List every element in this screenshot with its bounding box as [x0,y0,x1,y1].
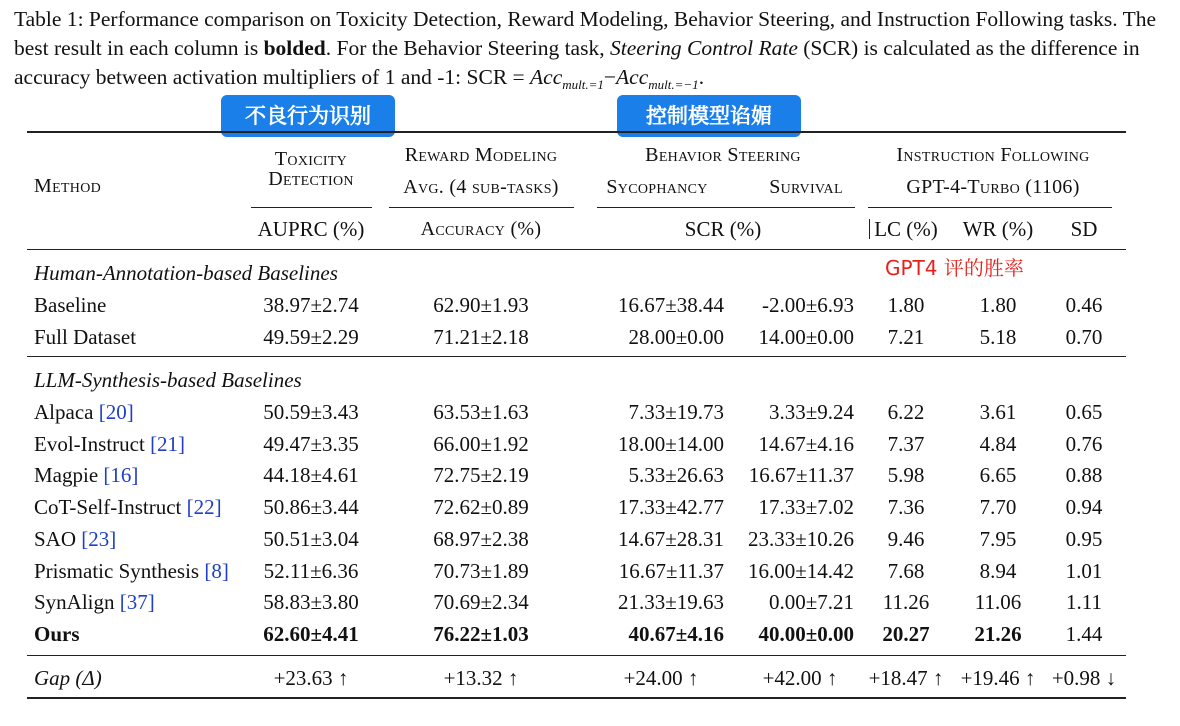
cell-wr: 5.18 [979,325,1017,349]
caption-bold-word: bolded [263,36,326,60]
cell-wr: 8.94 [979,559,1017,583]
header-rm-1: Reward Modeling [404,144,558,166]
cell-sd: 1.44 [1065,622,1103,646]
method-name-text: Alpaca [34,400,94,424]
header-wr: WR (%) [962,217,1034,241]
row-method-name [34,527,116,551]
cell-syc: 16.67±11.37 [618,559,724,583]
cell-tox: 50.86±3.44 [263,495,359,519]
row-method-name [34,590,155,614]
cell-surv: 16.00±14.42 [747,559,854,583]
cell-sd: 0.46 [1065,293,1103,317]
cell-rm: 71.21±2.18 [433,325,529,349]
gap-sd: +0.98 ↓ [1051,666,1117,690]
caption-text-1: Performance comparison on Toxicity Detection, Reward Modeling, Behavior Steering, and Instruction Following tasks. The best result in each column is [14,7,1157,60]
cell-wr: 7.95 [979,527,1017,551]
method-name-text: CoT-Self-Instruct [34,495,182,519]
cell-wr: 3.61 [979,400,1017,424]
row-method-name [34,495,222,519]
cell-sd: 1.01 [1065,559,1103,583]
citation-link[interactable]: [21] [150,432,186,456]
rm-cmid-rule [389,207,574,208]
group-label-human: Human-Annotation-based Baselines [34,261,338,285]
cell-sd: 0.70 [1065,325,1103,349]
header-auprc: AUPRC (%) [257,217,365,241]
cell-sd: 0.88 [1065,463,1103,487]
header-if-1: Instruction Following [896,144,1090,166]
cell-sd: 1.11 [1066,590,1102,614]
sycophancy-badge: 控制模型谄媚 [617,95,801,137]
cell-lc: 20.27 [882,622,930,646]
header-tox-2: Detection [268,168,354,190]
cell-tox: 44.18±4.61 [263,463,359,487]
cell-wr: 7.70 [979,495,1017,519]
caption-sub-2: mult.=−1 [648,77,699,92]
citation-link[interactable]: [23] [81,527,117,551]
cell-lc: 7.36 [887,495,925,519]
caption-scr-italic: Steering Control Rate [609,36,798,60]
if-cmid-rule [868,207,1112,208]
row-method-name [34,293,106,317]
cell-rm: 62.90±1.93 [433,293,529,317]
cell-lc: 5.98 [887,463,925,487]
caption-text-3: (SCR) is calculated as the difference in accuracy between activation multipliers of 1 and -1: SCR = [14,36,1140,89]
gap-lc: +18.47 ↑ [868,666,944,690]
cell-surv: 0.00±7.21 [768,590,854,614]
cell-tox: 50.59±3.43 [263,400,359,424]
cell-syc: 28.00±0.00 [628,325,724,349]
cell-tox: 52.11±6.36 [263,559,359,583]
header-acc: Accuracy (%) [420,218,542,240]
header-if-2: GPT-4-Turbo (1106) [906,176,1080,198]
cell-lc: 11.26 [882,590,930,614]
cell-surv: 3.33±9.24 [768,400,854,424]
method-name-text: Baseline [34,293,107,317]
cell-syc: 7.33±19.73 [628,400,724,424]
header-bs: Behavior Steering [645,144,801,166]
cell-surv: -2.00±6.93 [761,293,854,317]
cell-lc: 6.22 [887,400,925,424]
cell-surv: 23.33±10.26 [747,527,854,551]
cell-rm: 68.97±2.38 [433,527,529,551]
cell-syc: 21.33±19.63 [617,590,724,614]
method-name-text: Evol-Instruct [34,432,145,456]
bottom-rule [27,697,1126,699]
caption-label: Table 1: [14,7,84,31]
cell-syc: 17.33±42.77 [617,495,724,519]
caption-acc-1: Acc [530,65,563,89]
cell-lc: 1.80 [887,293,925,317]
cell-syc: 40.67±4.16 [628,622,724,646]
cell-tox: 49.59±2.29 [263,325,359,349]
cell-sd: 0.65 [1065,400,1103,424]
table-caption [14,5,1164,99]
tox-cmid-rule [251,207,372,208]
group-rule [27,356,1126,357]
header-tox-1: Toxicity [274,148,348,170]
citation-link[interactable]: [8] [204,559,229,583]
lc-cursor-mark [869,219,870,239]
header-method: Method [34,175,102,197]
cell-wr: 21.26 [974,622,1022,646]
cell-tox: 58.83±3.80 [263,590,359,614]
cell-rm: 63.53±1.63 [433,400,529,424]
row-method-name [34,325,136,349]
cell-sd: 0.94 [1065,495,1103,519]
header-rm-2: Avg. (4 sub-tasks) [403,176,559,198]
cell-lc: 9.46 [887,527,925,551]
citation-link[interactable]: [37] [119,590,155,614]
caption-sub-1: mult.=1 [562,77,604,92]
cell-rm: 70.73±1.89 [433,559,529,583]
top-rule [27,131,1126,133]
caption-minus: − [603,65,617,89]
row-method-name [34,559,229,583]
cell-tox: 50.51±3.04 [263,527,359,551]
cell-surv: 40.00±0.00 [758,622,854,646]
method-name-text: Magpie [34,463,99,487]
method-name-text: SAO [34,527,77,551]
citation-link[interactable]: [22] [186,495,222,519]
bs-cmid-rule [597,207,855,208]
row-method-name [34,432,185,456]
cell-surv: 14.67±4.16 [758,432,854,456]
caption-acc-2: Acc [616,65,649,89]
header-surv: Survival [769,176,843,198]
group-label-llm: LLM-Synthesis-based Baselines [34,368,302,392]
citation-link[interactable]: [16] [103,463,139,487]
cell-wr: 6.65 [979,463,1017,487]
header-scr: SCR (%) [684,217,762,241]
caption-end: . [698,65,705,89]
header-lc: LC (%) [874,217,938,241]
cell-rm: 72.75±2.19 [433,463,529,487]
citation-link[interactable]: [20] [98,400,134,424]
header-rule [27,249,1126,250]
cell-sd: 0.76 [1065,432,1103,456]
row-method-name [34,463,138,487]
cell-lc: 7.37 [887,432,925,456]
gap-rule [27,655,1126,656]
gap-rm: +13.32 ↑ [443,666,519,690]
cell-syc: 18.00±14.00 [617,432,724,456]
cell-surv: 16.67±11.37 [748,463,854,487]
cell-rm: 70.69±2.34 [433,590,529,614]
cell-rm: 76.22±1.03 [433,622,529,646]
method-name-text: SynAlign [34,590,115,614]
cell-wr: 11.06 [974,590,1022,614]
cell-surv: 17.33±7.02 [758,495,854,519]
row-method-name [34,400,134,424]
gap-tox: +23.63 ↑ [273,666,349,690]
method-name-text: Prismatic Synthesis [34,559,200,583]
caption-text-2: . For the Behavior Steering task, [325,36,605,60]
cell-rm: 66.00±1.92 [433,432,529,456]
cell-surv: 14.00±0.00 [758,325,854,349]
row-method-name [34,622,80,646]
cell-tox: 49.47±3.35 [263,432,359,456]
method-name-text: Full Dataset [34,325,137,349]
cell-sd: 0.95 [1065,527,1103,551]
header-sd: SD [1070,217,1098,241]
toxicity-badge: 不良行为识别 [221,95,395,137]
cell-lc: 7.21 [887,325,925,349]
gap-label: Gap (Δ) [34,666,102,690]
cell-syc: 14.67±28.31 [617,527,724,551]
gap-syc: +24.00 ↑ [623,666,699,690]
cell-rm: 72.62±0.89 [433,495,529,519]
method-name-text: Ours [34,622,80,646]
header-syc: Sycophancy [606,176,708,198]
cell-tox: 38.97±2.74 [263,293,359,317]
cell-wr: 4.84 [979,432,1017,456]
gpt4-winrate-note: GPT4 评的胜率 [885,256,1024,280]
cell-syc: 16.67±38.44 [617,293,724,317]
gap-wr: +19.46 ↑ [960,666,1036,690]
cell-tox: 62.60±4.41 [263,622,359,646]
cell-wr: 1.80 [979,293,1017,317]
gap-surv: +42.00 ↑ [762,666,838,690]
cell-syc: 5.33±26.63 [628,463,724,487]
cell-lc: 7.68 [887,559,925,583]
